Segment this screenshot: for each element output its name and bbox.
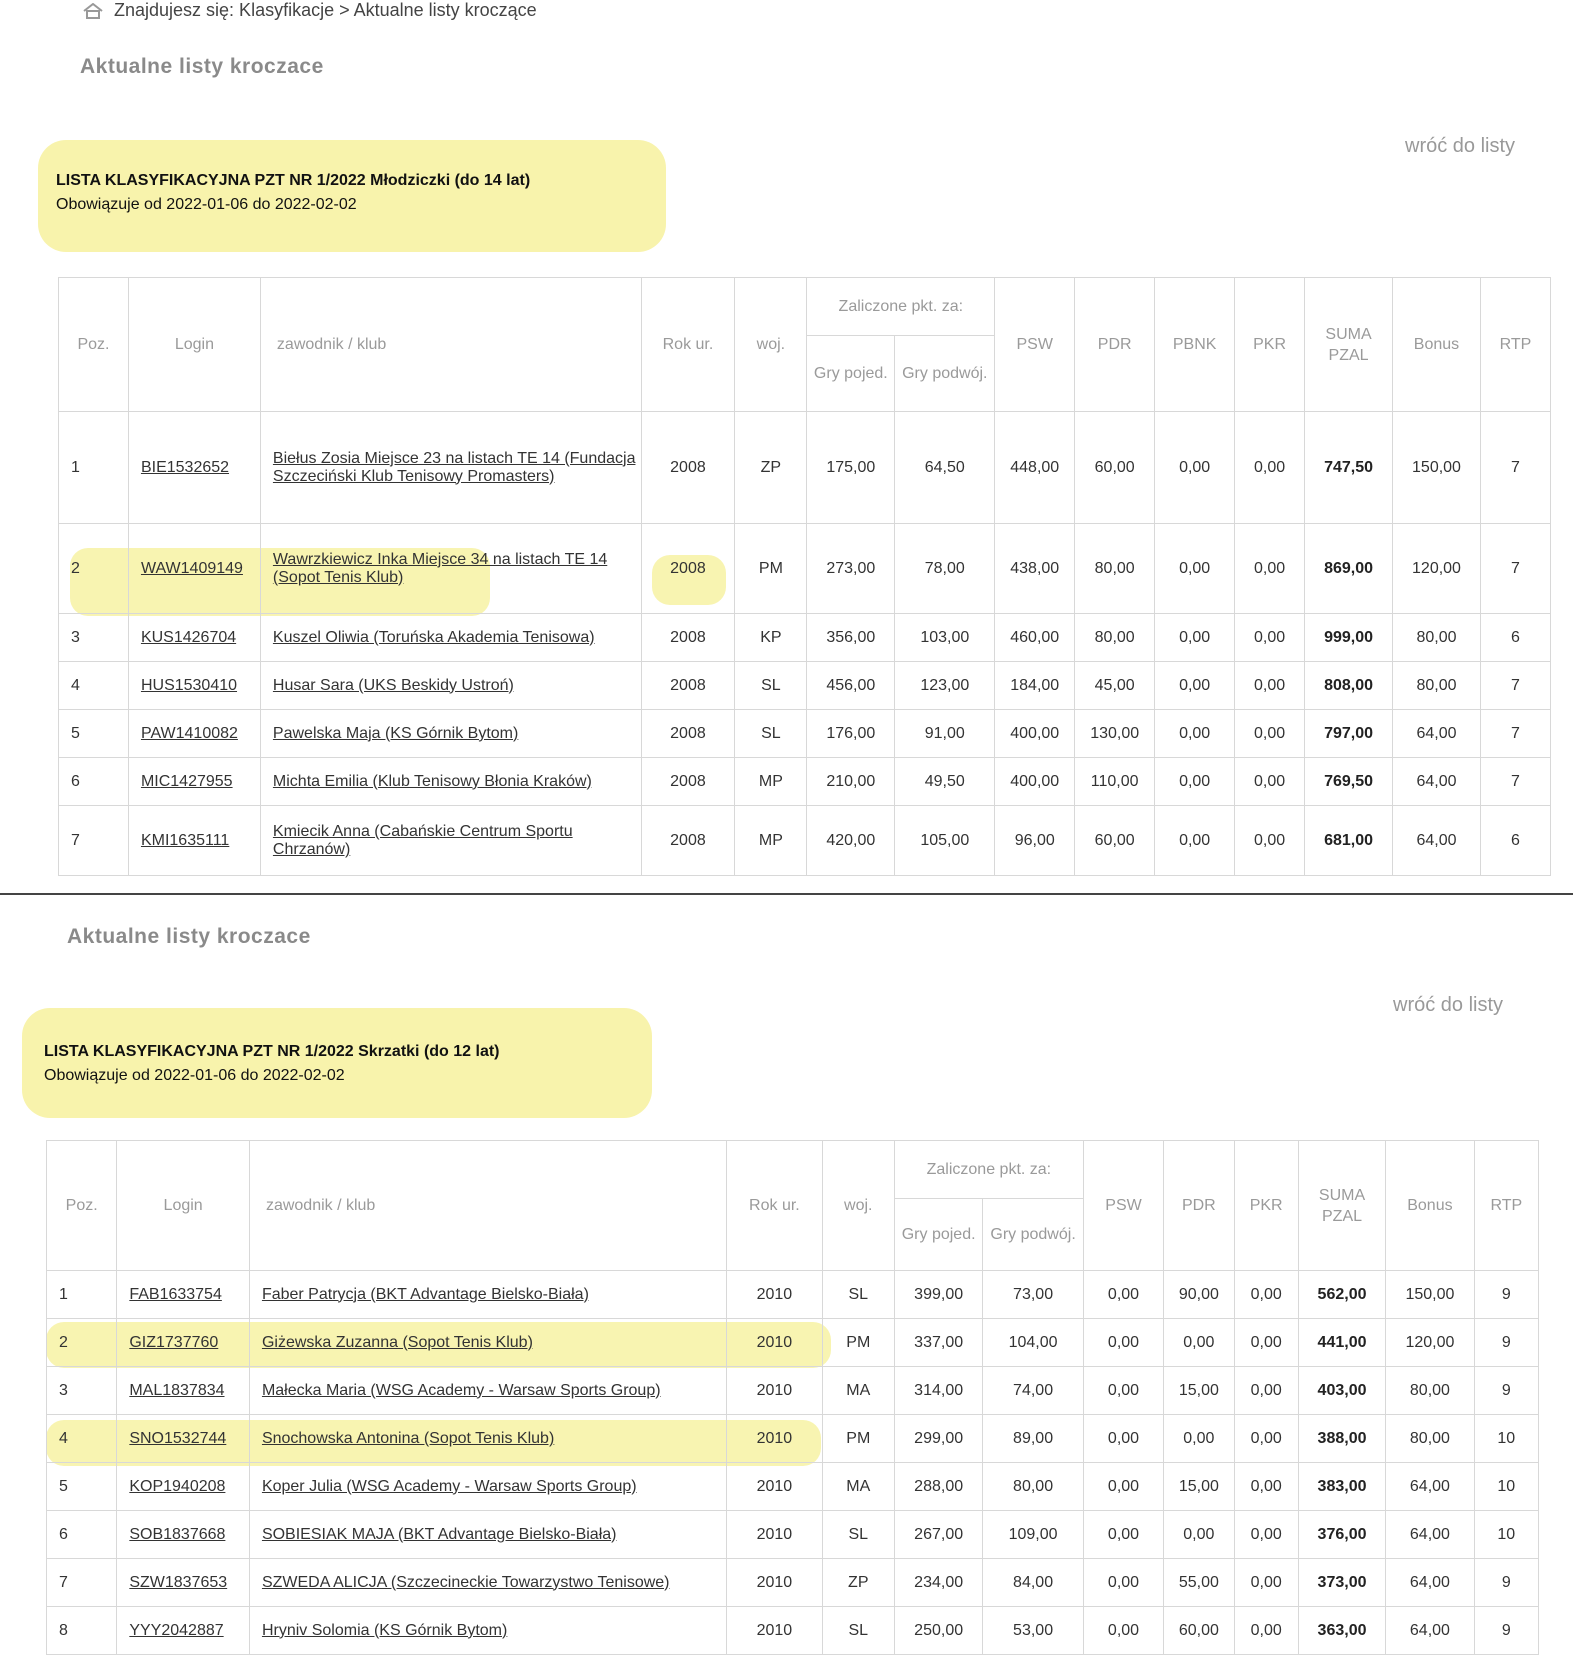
- cell-sum: 869,00: [1305, 524, 1393, 614]
- header-pdr: PDR: [1164, 1141, 1234, 1271]
- cell-pdr: 60,00: [1164, 1607, 1234, 1655]
- cell-double: 49,50: [895, 758, 995, 806]
- header-poz: Poz.: [59, 278, 129, 412]
- table-row: [59, 758, 1551, 806]
- header-sum: SUMA PZAL: [1305, 278, 1393, 412]
- cell-double: 53,00: [983, 1607, 1083, 1655]
- cell-sum: 363,00: [1298, 1607, 1385, 1655]
- breadcrumb: [82, 0, 537, 21]
- cell-woj: MP: [735, 758, 807, 806]
- cell-player: [260, 524, 641, 614]
- cell-pdr: 15,00: [1164, 1367, 1234, 1415]
- cell-double: 78,00: [895, 524, 995, 614]
- cell-woj: SL: [822, 1511, 894, 1559]
- cell-bonus: 80,00: [1393, 662, 1481, 710]
- table-row: [59, 524, 1551, 614]
- cell-sum: 747,50: [1305, 412, 1393, 524]
- cell-rtp: 10: [1474, 1511, 1538, 1559]
- header-poz: Poz.: [47, 1141, 117, 1271]
- cell-poz: 4: [59, 662, 129, 710]
- cell-double: 109,00: [983, 1511, 1083, 1559]
- table-row: [59, 662, 1551, 710]
- player-login-link[interactable]: YYY2042887: [129, 1621, 224, 1639]
- cell-rtp: 6: [1480, 806, 1550, 876]
- cell-year: 2008: [641, 806, 735, 876]
- cell-sum: 376,00: [1298, 1511, 1385, 1559]
- cell-rtp: 10: [1474, 1415, 1538, 1463]
- player-link[interactable]: Pawelska Maja (KS Górnik Bytom): [272, 724, 519, 742]
- cell-year: 2008: [641, 662, 735, 710]
- player-link[interactable]: Małecka Maria (WSG Academy - Warsaw Sports Group): [261, 1381, 661, 1399]
- cell-pbnk: 0,00: [1155, 412, 1235, 524]
- cell-year: 2010: [727, 1415, 822, 1463]
- cell-woj: SL: [822, 1607, 894, 1655]
- cell-pkr: 0,00: [1234, 1319, 1298, 1367]
- header-rtp: RTP: [1474, 1141, 1538, 1271]
- cell-single: 314,00: [894, 1367, 982, 1415]
- cell-psw: 0,00: [1083, 1367, 1163, 1415]
- player-login-link[interactable]: KUS1426704: [140, 628, 237, 646]
- header-pdr: PDR: [1075, 278, 1155, 412]
- page-divider: [0, 893, 1573, 895]
- cell-single: 250,00: [894, 1607, 982, 1655]
- cell-double: 73,00: [983, 1271, 1083, 1319]
- cell-year: 2010: [727, 1511, 822, 1559]
- list-title-block: [44, 1040, 500, 1088]
- cell-rtp: 9: [1474, 1559, 1538, 1607]
- cell-login: [128, 412, 260, 524]
- cell-rtp: 6: [1480, 614, 1550, 662]
- cell-psw: 438,00: [995, 524, 1075, 614]
- player-link[interactable]: Biełus Zosia Miejsce 23 na listach TE 14 (Fundacja Szczeciński Klub Tenisowy Promasters): [272, 449, 636, 485]
- cell-woj: PM: [822, 1319, 894, 1367]
- header-bonus: Bonus: [1386, 1141, 1474, 1271]
- cell-year: 2010: [727, 1607, 822, 1655]
- cell-sum: 383,00: [1298, 1463, 1385, 1511]
- cell-bonus: 64,00: [1393, 710, 1481, 758]
- cell-rtp: 7: [1480, 758, 1550, 806]
- player-link[interactable]: Kuszel Oliwia (Toruńska Akademia Tenisowa): [272, 628, 595, 646]
- header-pkr: PKR: [1234, 1141, 1298, 1271]
- cell-psw: 96,00: [995, 806, 1075, 876]
- cell-psw: 0,00: [1083, 1271, 1163, 1319]
- cell-pdr: 60,00: [1075, 806, 1155, 876]
- cell-bonus: 64,00: [1393, 806, 1481, 876]
- cell-psw: 0,00: [1083, 1415, 1163, 1463]
- cell-woj: SL: [822, 1271, 894, 1319]
- player-link[interactable]: Husar Sara (UKS Beskidy Ustroń): [272, 676, 514, 694]
- cell-pbnk: 0,00: [1155, 806, 1235, 876]
- cell-double: 123,00: [895, 662, 995, 710]
- player-link[interactable]: Koper Julia (WSG Academy - Warsaw Sports Group): [261, 1477, 637, 1495]
- cell-pkr: 0,00: [1235, 758, 1305, 806]
- ranking-table-1: [58, 277, 1551, 876]
- cell-pbnk: 0,00: [1155, 662, 1235, 710]
- cell-year: 2008: [641, 614, 735, 662]
- ranking-table-2: [46, 1140, 1539, 1655]
- cell-login: [117, 1559, 250, 1607]
- cell-rtp: 9: [1474, 1367, 1538, 1415]
- cell-pkr: 0,00: [1235, 806, 1305, 876]
- cell-pkr: 0,00: [1234, 1367, 1298, 1415]
- section-heading: Aktualne listy kroczace: [67, 925, 311, 948]
- cell-rtp: 9: [1474, 1271, 1538, 1319]
- cell-rtp: 7: [1480, 524, 1550, 614]
- cell-login: [117, 1511, 250, 1559]
- cell-single: 356,00: [807, 614, 895, 662]
- cell-login: [117, 1607, 250, 1655]
- home-icon[interactable]: [82, 3, 104, 19]
- player-login-link[interactable]: HUS1530410: [140, 676, 238, 694]
- cell-bonus: 64,00: [1393, 758, 1481, 806]
- cell-pdr: 0,00: [1164, 1511, 1234, 1559]
- cell-double: 105,00: [895, 806, 995, 876]
- cell-pkr: 0,00: [1234, 1271, 1298, 1319]
- header-pbnk: PBNK: [1155, 278, 1235, 412]
- header-double: Gry podwój.: [983, 1199, 1083, 1271]
- player-login-link[interactable]: SZW1837653: [129, 1573, 228, 1591]
- player-login-link[interactable]: BIE1532652: [140, 458, 230, 476]
- player-link[interactable]: SOBIESIAK MAJA (BKT Advantage Bielsko-Biała): [261, 1525, 617, 1543]
- cell-poz: 5: [59, 710, 129, 758]
- cell-psw: 460,00: [995, 614, 1075, 662]
- player-link[interactable]: Wawrzkiewicz Inka Miejsce 34 na listach TE 14 (Sopot Tenis Klub): [272, 550, 608, 586]
- cell-sum: 797,00: [1305, 710, 1393, 758]
- cell-year: 2008: [641, 412, 735, 524]
- header-psw: PSW: [995, 278, 1075, 412]
- cell-player: [249, 1271, 726, 1319]
- cell-rtp: 9: [1474, 1319, 1538, 1367]
- cell-sum: 808,00: [1305, 662, 1393, 710]
- cell-bonus: 80,00: [1386, 1415, 1474, 1463]
- cell-login: [128, 524, 260, 614]
- cell-player: [260, 806, 641, 876]
- cell-bonus: 64,00: [1386, 1511, 1474, 1559]
- cell-double: 103,00: [895, 614, 995, 662]
- cell-pdr: 130,00: [1075, 710, 1155, 758]
- cell-pdr: 80,00: [1075, 614, 1155, 662]
- cell-psw: 0,00: [1083, 1607, 1163, 1655]
- cell-pdr: 110,00: [1075, 758, 1155, 806]
- cell-woj: ZP: [735, 412, 807, 524]
- cell-poz: 1: [47, 1271, 117, 1319]
- header-player: zawodnik / klub: [260, 278, 641, 412]
- cell-bonus: 64,00: [1386, 1463, 1474, 1511]
- player-link[interactable]: SZWEDA ALICJA (Szczecineckie Towarzystwo Tenisowe): [261, 1573, 670, 1591]
- player-link[interactable]: Michta Emilia (Klub Tenisowy Błonia Kraków): [272, 772, 592, 790]
- cell-woj: SL: [735, 662, 807, 710]
- back-to-list-link[interactable]: wróć do listy: [1393, 994, 1504, 1016]
- cell-single: 210,00: [807, 758, 895, 806]
- cell-psw: 400,00: [995, 758, 1075, 806]
- cell-pbnk: 0,00: [1155, 710, 1235, 758]
- cell-bonus: 120,00: [1393, 524, 1481, 614]
- cell-psw: 0,00: [1083, 1511, 1163, 1559]
- player-login-link[interactable]: SNO1532744: [129, 1429, 227, 1447]
- cell-login: [128, 806, 260, 876]
- cell-pdr: 45,00: [1075, 662, 1155, 710]
- header-psw: PSW: [1083, 1141, 1163, 1271]
- cell-bonus: 120,00: [1386, 1319, 1474, 1367]
- player-login-link[interactable]: MIC1427955: [140, 772, 233, 790]
- cell-poz: 4: [47, 1415, 117, 1463]
- cell-single: 176,00: [807, 710, 895, 758]
- cell-psw: 0,00: [1083, 1559, 1163, 1607]
- header-points-group: Zaliczone pkt. za:: [807, 278, 995, 336]
- cell-pbnk: 0,00: [1155, 614, 1235, 662]
- cell-double: 64,50: [895, 412, 995, 524]
- cell-sum: 769,50: [1305, 758, 1393, 806]
- cell-psw: 400,00: [995, 710, 1075, 758]
- cell-single: 399,00: [894, 1271, 982, 1319]
- cell-sum: 999,00: [1305, 614, 1393, 662]
- cell-player: [249, 1511, 726, 1559]
- cell-year: 2010: [727, 1319, 822, 1367]
- header-double: Gry podwój.: [895, 336, 995, 412]
- cell-double: 80,00: [983, 1463, 1083, 1511]
- cell-single: 175,00: [807, 412, 895, 524]
- cell-pkr: 0,00: [1234, 1463, 1298, 1511]
- header-woj: woj.: [735, 278, 807, 412]
- table-row: [47, 1415, 1539, 1463]
- cell-single: 267,00: [894, 1511, 982, 1559]
- cell-login: [117, 1319, 250, 1367]
- header-login: Login: [117, 1141, 250, 1271]
- cell-year: 2008: [641, 710, 735, 758]
- player-login-link[interactable]: KOP1940208: [129, 1477, 226, 1495]
- header-player: zawodnik / klub: [249, 1141, 726, 1271]
- cell-player: [260, 614, 641, 662]
- cell-single: 273,00: [807, 524, 895, 614]
- cell-bonus: 64,00: [1386, 1559, 1474, 1607]
- cell-double: 89,00: [983, 1415, 1083, 1463]
- table-row: [47, 1607, 1539, 1655]
- cell-woj: MP: [735, 806, 807, 876]
- cell-woj: SL: [735, 710, 807, 758]
- cell-player: [249, 1319, 726, 1367]
- cell-pkr: 0,00: [1235, 524, 1305, 614]
- cell-pdr: 55,00: [1164, 1559, 1234, 1607]
- header-year: Rok ur.: [727, 1141, 822, 1271]
- table-row: [47, 1511, 1539, 1559]
- header-bonus: Bonus: [1393, 278, 1481, 412]
- player-link[interactable]: Hryniv Solomia (KS Górnik Bytom): [261, 1621, 508, 1639]
- table-row: [47, 1271, 1539, 1319]
- player-login-link[interactable]: FAB1633754: [129, 1285, 222, 1303]
- cell-bonus: 64,00: [1386, 1607, 1474, 1655]
- cell-woj: MA: [822, 1463, 894, 1511]
- cell-sum: 403,00: [1298, 1367, 1385, 1415]
- cell-pbnk: 0,00: [1155, 524, 1235, 614]
- cell-poz: 1: [59, 412, 129, 524]
- cell-single: 420,00: [807, 806, 895, 876]
- player-login-link[interactable]: SOB1837668: [129, 1525, 226, 1543]
- cell-pdr: 15,00: [1164, 1463, 1234, 1511]
- cell-sum: 373,00: [1298, 1559, 1385, 1607]
- cell-rtp: 9: [1474, 1607, 1538, 1655]
- player-link[interactable]: Kmiecik Anna (Cabańskie Centrum Sportu Chrzanów): [272, 822, 573, 858]
- cell-year: 2010: [727, 1271, 822, 1319]
- header-sum: SUMA PZAL: [1298, 1141, 1385, 1271]
- cell-pbnk: 0,00: [1155, 758, 1235, 806]
- list-title: LISTA KLASYFIKACYJNA PZT NR 1/2022 Młodziczki (do 14 lat): [56, 172, 531, 189]
- cell-double: 84,00: [983, 1559, 1083, 1607]
- cell-login: [117, 1367, 250, 1415]
- cell-woj: PM: [735, 524, 807, 614]
- cell-player: [249, 1607, 726, 1655]
- cell-year: 2008: [641, 758, 735, 806]
- cell-poz: 6: [47, 1511, 117, 1559]
- cell-year: 2010: [727, 1367, 822, 1415]
- cell-poz: 3: [59, 614, 129, 662]
- cell-woj: ZP: [822, 1559, 894, 1607]
- cell-pkr: 0,00: [1234, 1511, 1298, 1559]
- cell-login: [128, 758, 260, 806]
- cell-single: 337,00: [894, 1319, 982, 1367]
- cell-sum: 562,00: [1298, 1271, 1385, 1319]
- back-to-list-link[interactable]: wróć do listy: [1405, 135, 1516, 157]
- cell-player: [260, 710, 641, 758]
- cell-rtp: 10: [1474, 1463, 1538, 1511]
- cell-woj: PM: [822, 1415, 894, 1463]
- cell-player: [260, 662, 641, 710]
- table-row: [59, 710, 1551, 758]
- cell-bonus: 80,00: [1386, 1367, 1474, 1415]
- cell-single: 456,00: [807, 662, 895, 710]
- header-woj: woj.: [822, 1141, 894, 1271]
- cell-player: [249, 1559, 726, 1607]
- cell-pdr: 0,00: [1164, 1415, 1234, 1463]
- cell-login: [128, 614, 260, 662]
- cell-pdr: 0,00: [1164, 1319, 1234, 1367]
- cell-login: [128, 662, 260, 710]
- cell-pkr: 0,00: [1235, 662, 1305, 710]
- cell-bonus: 80,00: [1393, 614, 1481, 662]
- cell-rtp: 7: [1480, 412, 1550, 524]
- cell-poz: 7: [59, 806, 129, 876]
- cell-woj: MA: [822, 1367, 894, 1415]
- cell-pkr: 0,00: [1235, 614, 1305, 662]
- section-heading: Aktualne listy kroczace: [80, 55, 324, 78]
- player-link[interactable]: Snochowska Antonina (Sopot Tenis Klub): [261, 1429, 555, 1447]
- table-row: [59, 412, 1551, 524]
- player-login-link[interactable]: WAW1409149: [140, 559, 243, 577]
- cell-pdr: 60,00: [1075, 412, 1155, 524]
- header-pkr: PKR: [1235, 278, 1305, 412]
- cell-poz: 3: [47, 1367, 117, 1415]
- cell-player: [249, 1463, 726, 1511]
- header-points-group: Zaliczone pkt. za:: [894, 1141, 1083, 1199]
- player-link[interactable]: Faber Patrycja (BKT Advantage Bielsko-Biała): [261, 1285, 589, 1303]
- cell-bonus: 150,00: [1393, 412, 1481, 524]
- cell-poz: 2: [47, 1319, 117, 1367]
- cell-psw: 184,00: [995, 662, 1075, 710]
- header-single: Gry pojed.: [894, 1199, 982, 1271]
- cell-single: 234,00: [894, 1559, 982, 1607]
- cell-sum: 441,00: [1298, 1319, 1385, 1367]
- cell-bonus: 150,00: [1386, 1271, 1474, 1319]
- table-row: [47, 1319, 1539, 1367]
- cell-pdr: 90,00: [1164, 1271, 1234, 1319]
- cell-login: [128, 710, 260, 758]
- cell-player: [260, 412, 641, 524]
- cell-pkr: 0,00: [1234, 1415, 1298, 1463]
- cell-pdr: 80,00: [1075, 524, 1155, 614]
- list-title: LISTA KLASYFIKACYJNA PZT NR 1/2022 Skrzatki (do 12 lat): [44, 1043, 500, 1060]
- player-login-link[interactable]: GIZ1737760: [129, 1333, 219, 1351]
- cell-login: [117, 1271, 250, 1319]
- cell-pkr: 0,00: [1235, 412, 1305, 524]
- cell-poz: 7: [47, 1559, 117, 1607]
- player-login-link[interactable]: MAL1837834: [129, 1381, 225, 1399]
- header-year: Rok ur.: [641, 278, 735, 412]
- table-row: [47, 1559, 1539, 1607]
- cell-year: 2010: [727, 1559, 822, 1607]
- cell-woj: KP: [735, 614, 807, 662]
- list-title-block: [56, 169, 530, 217]
- list-validity: Obowiązuje od 2022-01-06 do 2022-02-02: [56, 196, 357, 213]
- cell-poz: 6: [59, 758, 129, 806]
- cell-year: 2010: [727, 1463, 822, 1511]
- cell-pkr: 0,00: [1235, 710, 1305, 758]
- cell-player: [249, 1367, 726, 1415]
- cell-poz: 5: [47, 1463, 117, 1511]
- cell-psw: 0,00: [1083, 1463, 1163, 1511]
- cell-rtp: 7: [1480, 710, 1550, 758]
- cell-player: [249, 1415, 726, 1463]
- player-login-link[interactable]: KMI1635111: [140, 831, 230, 849]
- cell-pkr: 0,00: [1234, 1559, 1298, 1607]
- cell-single: 299,00: [894, 1415, 982, 1463]
- table-row: [47, 1367, 1539, 1415]
- cell-double: 74,00: [983, 1367, 1083, 1415]
- cell-poz: 2: [59, 524, 129, 614]
- player-login-link[interactable]: PAW1410082: [140, 724, 238, 742]
- cell-sum: 681,00: [1305, 806, 1393, 876]
- cell-login: [117, 1415, 250, 1463]
- cell-sum: 388,00: [1298, 1415, 1385, 1463]
- cell-single: 288,00: [894, 1463, 982, 1511]
- cell-double: 91,00: [895, 710, 995, 758]
- cell-poz: 8: [47, 1607, 117, 1655]
- list-validity: Obowiązuje od 2022-01-06 do 2022-02-02: [44, 1067, 345, 1084]
- cell-psw: 448,00: [995, 412, 1075, 524]
- cell-login: [117, 1463, 250, 1511]
- table-row: [59, 614, 1551, 662]
- table-row: [59, 806, 1551, 876]
- header-login: Login: [128, 278, 260, 412]
- player-link[interactable]: Giżewska Zuzanna (Sopot Tenis Klub): [261, 1333, 533, 1351]
- table-row: [47, 1463, 1539, 1511]
- cell-rtp: 7: [1480, 662, 1550, 710]
- header-single: Gry pojed.: [807, 336, 895, 412]
- cell-pkr: 0,00: [1234, 1607, 1298, 1655]
- breadcrumb-text: Znajdujesz się: Klasyfikacje > Aktualne listy kroczące: [114, 0, 537, 20]
- cell-psw: 0,00: [1083, 1319, 1163, 1367]
- cell-player: [260, 758, 641, 806]
- cell-year: 2008: [641, 524, 735, 614]
- header-rtp: RTP: [1480, 278, 1550, 412]
- cell-double: 104,00: [983, 1319, 1083, 1367]
